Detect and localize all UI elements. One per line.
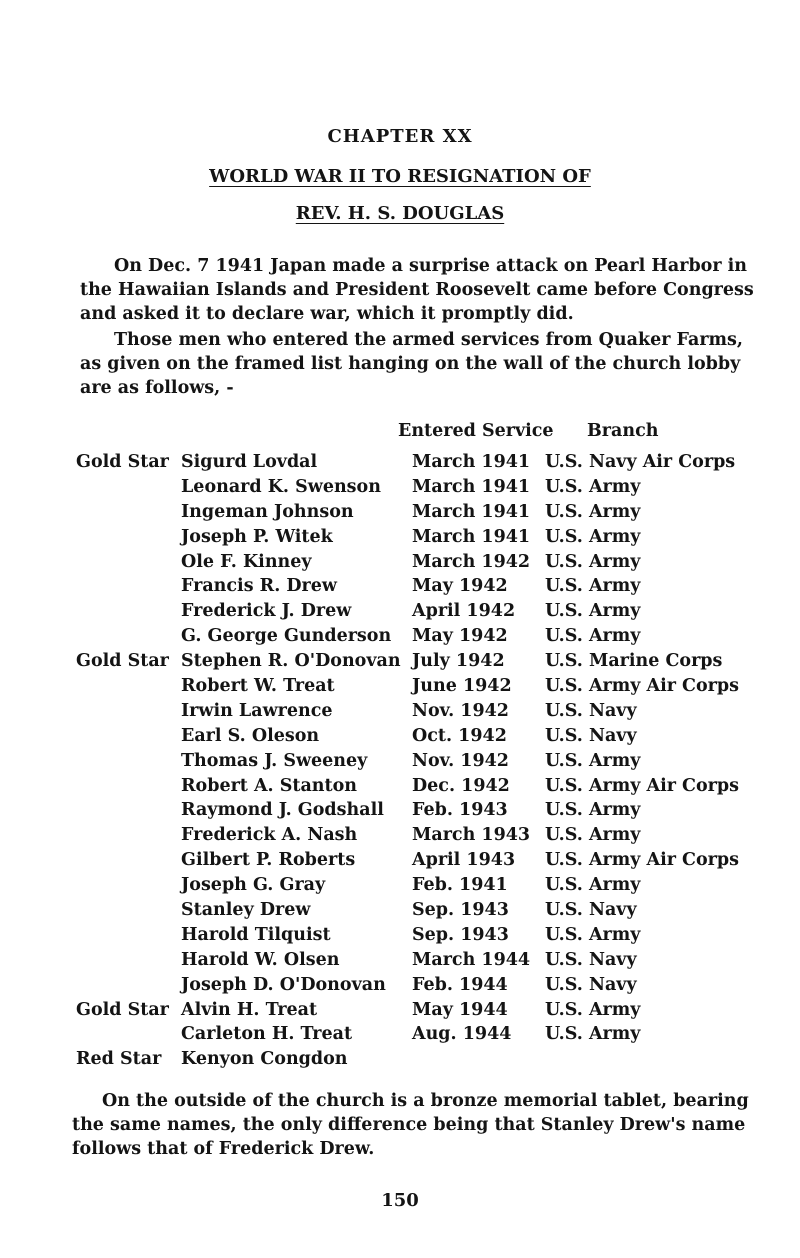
roster-name: Stanley Drew [181,900,311,921]
roster-name: Harold W. Olsen [181,949,340,970]
roster-entered: March 1943 [412,825,531,846]
intro-paragraph-1: On Dec. 7 1941 Japan made a surprise attack on Pearl Harbor in the Hawaiian Islands and President Roosevelt came before Congress and asked it to declare war, which it promptly did. [80,256,754,324]
roster-branch: U.S. Army [545,800,641,821]
roster-entered: Aug. 1944 [412,1024,512,1045]
roster-name: Carleton H. Treat [181,1024,353,1045]
roster-branch: U.S. Army [545,825,641,846]
chapter-title-line-1-text: WORLD WAR II TO RESIGNATION OF [209,166,591,187]
roster-name: G. George Gunderson [181,626,392,647]
roster-branch: U.S. Navy [545,949,637,970]
roster-branch: U.S. Army [545,875,641,896]
roster-row [0,601,800,626]
roster-row [0,800,800,825]
roster-star: Gold Star [76,651,169,672]
roster-row [0,701,800,726]
roster-name: Irwin Lawrence [181,700,333,721]
roster-name: Raymond J. Godshall [181,800,384,821]
roster-branch: U.S. Army Air Corps [545,850,739,871]
roster-entered: May 1942 [412,626,508,647]
roster-entered: Feb. 1943 [412,800,508,821]
roster-entered: Feb. 1944 [412,974,508,995]
roster-branch: U.S. Army [545,551,641,572]
roster-branch: U.S. Navy Air Corps [545,452,736,472]
roster-entered: Feb. 1941 [412,875,508,896]
roster-branch: U.S. Army [545,626,641,647]
roster-row [0,452,800,477]
roster-entered: March 1941 [412,476,531,497]
page-number: 150 [381,1190,419,1211]
roster-row [0,1049,800,1074]
roster-row [0,850,800,875]
roster-branch: U.S. Army Air Corps [545,775,739,796]
roster-entered: April 1943 [412,850,516,871]
roster-branch: U.S. Navy [545,900,637,921]
roster-row [0,975,800,1000]
roster-star: Gold Star [76,999,169,1020]
roster-row [0,776,800,801]
roster-row [0,626,800,651]
chapter-title-line-1 [0,166,800,187]
roster-name: Alvin H. Treat [181,999,318,1020]
roster-branch: U.S. Army [545,526,641,547]
roster-name: Leonard K. Swenson [181,476,381,497]
roster-row [0,751,800,776]
roster-entered: May 1942 [412,576,508,597]
roster-row [0,950,800,975]
roster-branch: U.S. Army [545,476,641,497]
roster-branch: U.S. Army [545,501,641,522]
roster-branch: U.S. Army [545,750,641,771]
branch-header: Branch [587,421,659,441]
roster-branch: U.S. Army [545,924,641,945]
roster-entered: March 1942 [412,551,531,572]
roster-branch: U.S. Army [545,576,641,597]
roster-entered: March 1941 [412,526,531,547]
roster-name: Stephen R. O'Donovan [181,651,401,672]
roster-row [0,477,800,502]
roster-name: Joseph P. Witek [181,526,333,547]
roster-name: Kenyon Congdon [181,1049,348,1070]
roster-entered: March 1941 [412,452,531,472]
chapter-number: CHAPTER XX [327,126,473,147]
roster-branch: U.S. Navy [545,974,637,995]
roster-entered: Nov. 1942 [412,750,509,771]
roster-row [0,552,800,577]
roster-entered: May 1944 [412,999,508,1020]
roster-row [0,502,800,527]
roster-name: Harold Tilquist [181,924,331,945]
roster-row [0,726,800,751]
intro-paragraph-2: Those men who entered the armed services from Quaker Farms, as given on the framed list hanging on the wall of the church lobby are as follows, - [80,330,744,398]
service-roster [0,452,800,1074]
roster-entered: March 1941 [412,501,531,522]
roster-name: Robert W. Treat [181,676,335,697]
roster-entered: Sep. 1943 [412,924,509,945]
roster-branch: U.S. Army [545,601,641,622]
roster-name: Earl S. Oleson [181,725,320,746]
roster-entered: July 1942 [412,651,505,672]
roster-entered: Sep. 1943 [412,900,509,921]
roster-star: Gold Star [76,452,169,472]
roster-row [0,576,800,601]
roster-entered: Nov. 1942 [412,700,509,721]
roster-entered: March 1944 [412,949,531,970]
closing-paragraph: On the outside of the church is a bronze memorial tablet, bearing the same names, the only difference being that Stanley Drew's name follows that of Frederick Drew. [72,1091,749,1159]
roster-name: Joseph G. Gray [181,875,326,896]
roster-name: Frederick J. Drew [181,601,352,622]
roster-star: Red Star [76,1049,162,1070]
roster-row [0,825,800,850]
roster-row [0,875,800,900]
roster-entered: Dec. 1942 [412,775,510,796]
roster-branch: U.S. Army Air Corps [545,676,739,697]
roster-name: Francis R. Drew [181,576,337,597]
roster-row [0,1024,800,1049]
roster-row [0,1000,800,1025]
roster-name: Sigurd Lovdal [181,452,318,472]
roster-name: Gilbert P. Roberts [181,850,356,871]
roster-entered: June 1942 [412,676,512,697]
roster-name: Thomas J. Sweeney [181,750,368,771]
roster-name: Ole F. Kinney [181,551,312,572]
roster-name: Robert A. Stanton [181,775,358,796]
roster-branch: U.S. Army [545,999,641,1020]
roster-entered: Oct. 1942 [412,725,507,746]
roster-branch: U.S. Army [545,1024,641,1045]
roster-branch: U.S. Marine Corps [545,651,723,672]
roster-name: Ingeman Johnson [181,501,354,522]
entered-service-header: Entered Service [398,421,554,441]
roster-row [0,925,800,950]
roster-row [0,651,800,676]
chapter-title-line-2 [0,203,800,224]
roster-row [0,527,800,552]
roster-name: Joseph D. O'Donovan [181,974,386,995]
roster-branch: U.S. Navy [545,725,637,746]
chapter-title-line-2-text: REV. H. S. DOUGLAS [295,203,505,224]
roster-branch: U.S. Navy [545,700,637,721]
roster-name: Frederick A. Nash [181,825,358,846]
roster-entered: April 1942 [412,601,516,622]
roster-row [0,676,800,701]
roster-row [0,900,800,925]
